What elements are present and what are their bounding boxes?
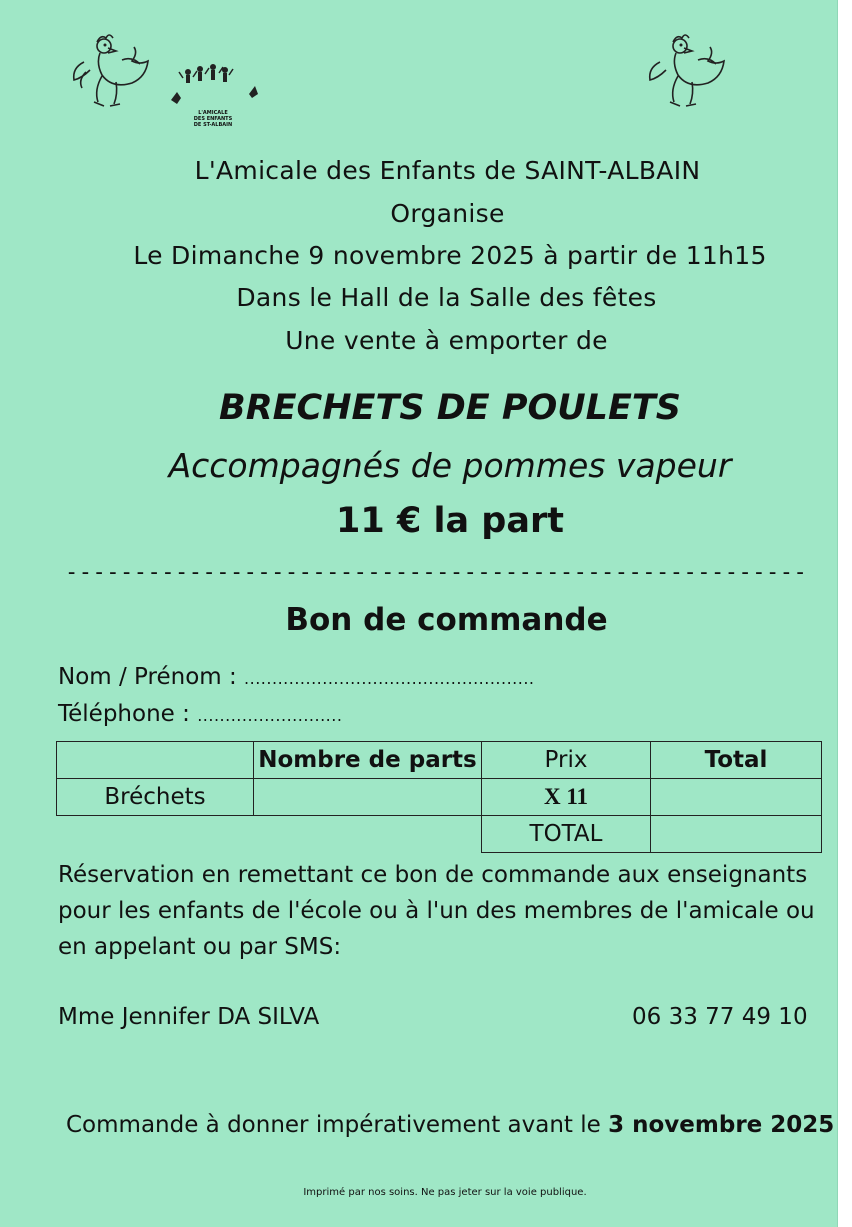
contact-phone: 06 33 77 49 10: [632, 1004, 808, 1030]
product-price: 11 € la part: [336, 501, 564, 541]
name-field-dots: ....................................................: [244, 669, 535, 688]
table-row: [57, 779, 822, 816]
deadline-text: Commande à donner impérativement avant le: [66, 1112, 601, 1138]
name-field[interactable]: [58, 664, 535, 690]
children-logo-text-3: DE ST-ALBAIN: [193, 122, 233, 128]
table-header-row: [57, 742, 822, 779]
table-cell-quantity[interactable]: [254, 779, 482, 816]
cartoon-rooster-icon: [64, 32, 160, 116]
cut-separator: ------------------------------------------------------: [65, 560, 808, 585]
name-field-label: Nom / Prénom :: [58, 664, 237, 690]
table-total-value[interactable]: [651, 816, 822, 853]
location-line: Dans le Hall de la Salle des fêtes: [236, 283, 657, 312]
order-form-title: Bon de commande: [285, 602, 608, 638]
deadline-line: [66, 1112, 834, 1138]
organizer-line: L'Amicale des Enfants de SAINT-ALBAIN: [194, 156, 701, 185]
table-cell-unit-price: X 11: [482, 779, 651, 816]
date-line: Le Dimanche 9 novembre 2025 à partir de 11h15: [133, 241, 767, 270]
table-header-price: Prix: [482, 742, 651, 779]
rooster-logo-right: [642, 32, 732, 116]
phone-field[interactable]: [58, 701, 342, 727]
table-total-spacer-1: [57, 816, 254, 853]
reservation-text: Réservation en remettant ce bon de commande aux enseignants pour les enfants de l'école ou à l'un des membres de l'amicale ou en appelant ou par SMS:: [58, 862, 815, 960]
children-logo: [163, 60, 263, 128]
product-subtitle: Accompagnés de pommes vapeur: [168, 446, 732, 485]
children-logo-text-2: DES ENFANTS: [193, 116, 233, 122]
table-header-total: Total: [651, 742, 822, 779]
table-total-row: [57, 816, 822, 853]
organise-line: Organise: [390, 199, 505, 228]
sale-line: Une vente à emporter de: [285, 326, 608, 355]
product-title: BRECHETS DE POULETS: [219, 388, 681, 428]
table-cell-line-total[interactable]: [651, 779, 822, 816]
phone-field-dots: ..........................: [197, 706, 343, 725]
order-table: [56, 741, 822, 853]
contact-name: Mme Jennifer DA SILVA: [58, 1004, 320, 1030]
cartoon-rooster-icon: [642, 32, 732, 116]
children-logo-text-1: L'AMICALE: [198, 110, 228, 116]
table-total-spacer-2: [254, 816, 482, 853]
table-cell-product: Bréchets: [57, 779, 254, 816]
table-header-quantity: Nombre de parts: [254, 742, 482, 779]
phone-field-label: Téléphone :: [58, 701, 190, 727]
table-header-empty: [57, 742, 254, 779]
table-total-label: TOTAL: [482, 816, 651, 853]
rooster-logo-left: [64, 32, 160, 116]
children-logo-icon: [163, 60, 263, 110]
footer-note: Imprimé par nos soins. Ne pas jeter sur la voie publique.: [303, 1187, 587, 1198]
deadline-date: 3 novembre 2025: [608, 1112, 835, 1138]
